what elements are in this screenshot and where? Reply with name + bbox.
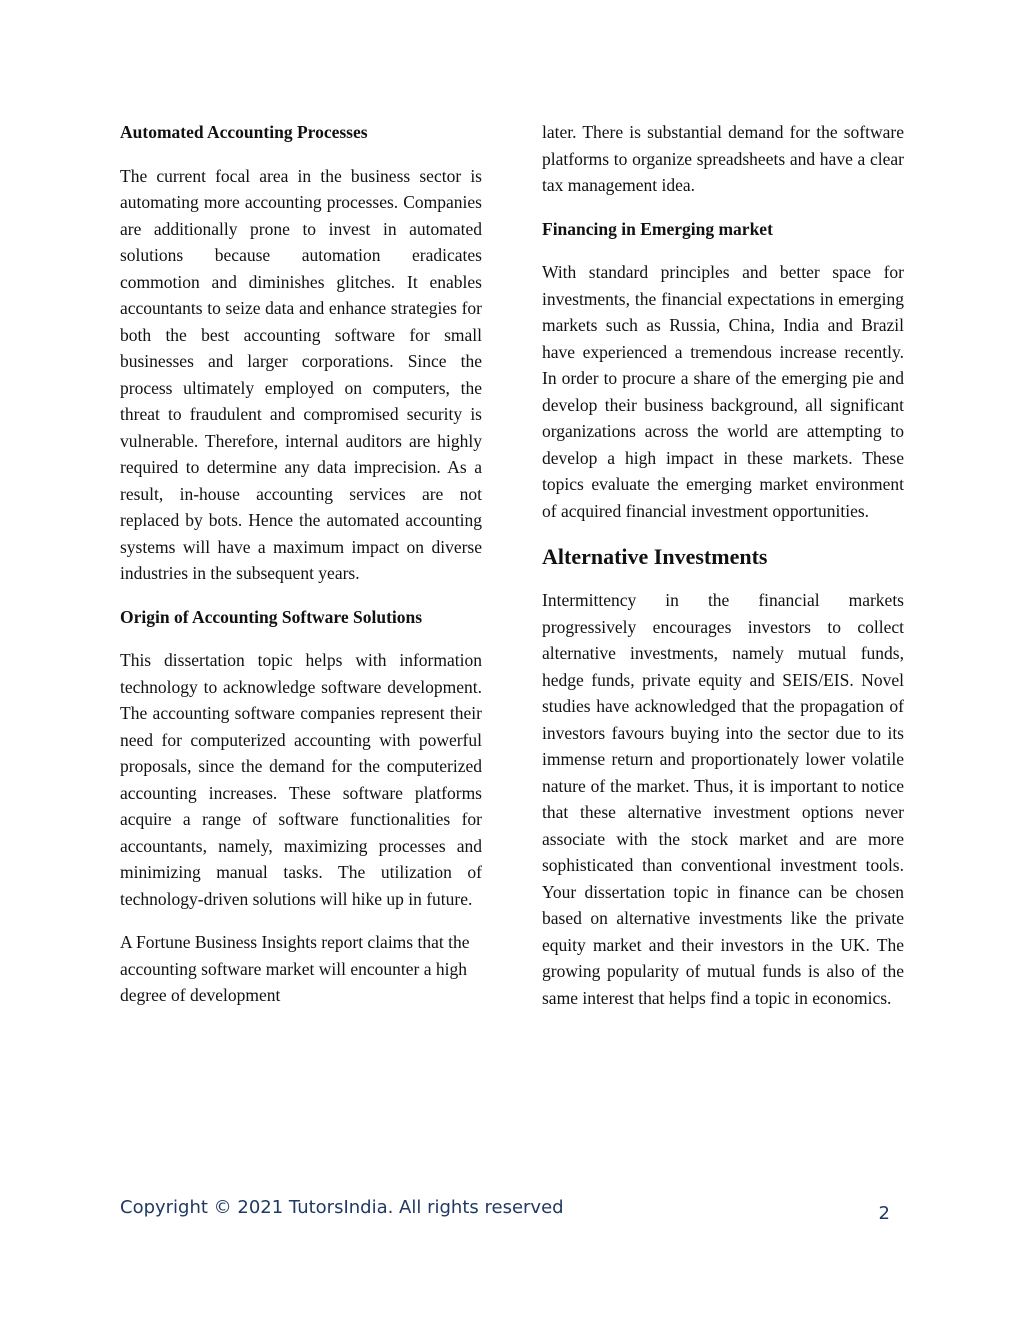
left-column [120, 119, 482, 1026]
heading-origin-accounting-software: Origin of Accounting Software Solutions [120, 606, 423, 627]
right-column [542, 119, 904, 1028]
paragraph-origin-accounting-software: This dissertation topic helps with information technology to acknowledge software development. The accounting software companies represent their need for computerized accounting with powerful proposals, since the demand for the computerized accounting increases. These software platforms acquire a range of software functionalities for accountants, namely, maximizing processes and minimizing manual tasks. The utilization of technology-driven solutions will hike up in future. [120, 650, 482, 909]
heading-alternative-investments: Alternative Investments [542, 544, 768, 569]
page-number: 2 [878, 1203, 890, 1224]
copyright-notice: Copyright © 2021 TutorsIndia. All rights reserved [120, 1197, 564, 1218]
paragraph-fortune-report: A Fortune Business Insights report claims that the accounting software market will encounter a high degree of development [120, 932, 470, 1005]
heading-financing-emerging-market: Financing in Emerging market [542, 218, 773, 239]
paragraph-continued: later. There is substantial demand for the software platforms to organize spreadsheets and have a clear tax management idea. [542, 122, 904, 195]
heading-automated-accounting: Automated Accounting Processes [120, 122, 368, 142]
paragraph-alternative-investments: Intermittency in the financial markets progressively encourages investors to collect alternative investments, namely mutual funds, hedge funds, private equity and SEIS/EIS. Novel studies have acknowledged that the propagation of investors favours buying into the sector due to its immense return and proportionately lower volatile nature of the market. Thus, it is important to notice that these alternative investment options never associate with the stock market and are more sophisticated than conventional investment tools. Your dissertation topic in finance can be chosen based on alternative investments like the private equity market and their investors in the UK. The growing popularity of mutual funds is also of the same interest that helps find a topic in economics. [542, 590, 904, 1008]
page-footer [120, 1195, 890, 1225]
paragraph-automated-accounting: The current focal area in the business sector is automating more accounting processes. Companies are additionally prone to invest in automated solutions because automation eradicates commotion and diminishes glitches. It enables accountants to seize data and enhance strategies for both the best accounting software for small businesses and larger corporations. Since the process ultimately employed on computers, the threat to fraudulent and compromised security is vulnerable. Therefore, internal auditors are highly required to determine any data imprecision. As a result, in-house accounting services are not replaced by bots. Hence the automated accounting systems will have a maximum impact on diverse industries in the subsequent years. [120, 165, 482, 583]
paragraph-financing-emerging-market: With standard principles and better space for investments, the financial expectations in emerging markets such as Russia, China, India and Brazil have experienced a tremendous increase recently. In order to procure a share of the emerging pie and develop their business background, all significant organizations across the world are attempting to develop a high impact in these markets. These topics evaluate the emerging market environment of acquired financial investment opportunities. [542, 262, 904, 521]
